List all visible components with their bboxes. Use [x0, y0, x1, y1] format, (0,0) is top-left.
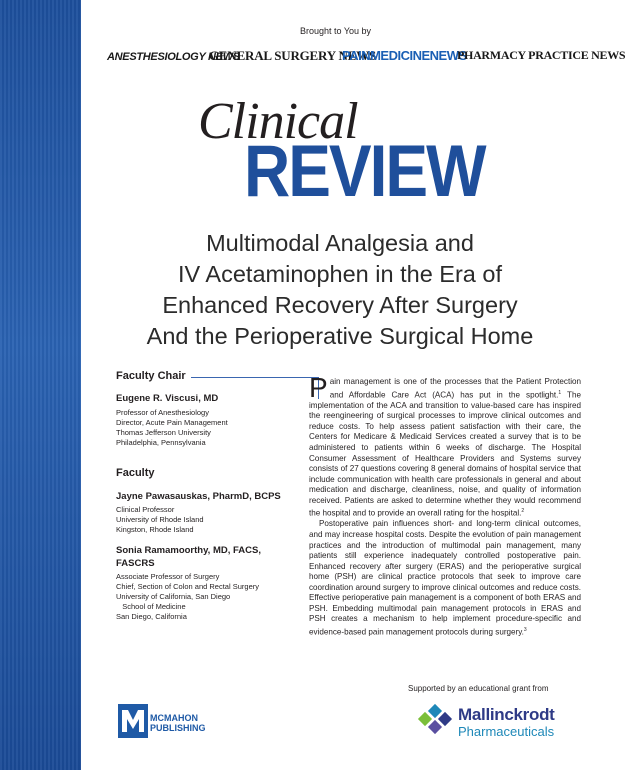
mcmahon-m-icon	[118, 704, 148, 738]
chair-affiliation-line: Philadelphia, Pennsylvania	[116, 438, 206, 447]
article-body	[309, 372, 581, 638]
faculty-affiliation-line: San Diego, California	[116, 612, 187, 621]
chair-affiliation-line: Director, Acute Pain Management	[116, 418, 228, 427]
faculty-column	[116, 370, 296, 622]
general-surgery-news-logo: GENERAL SURGERY NEWS	[209, 48, 376, 63]
sponsor-logos	[105, 48, 625, 68]
chair-name: Eugene R. Viscusi, MD	[116, 393, 219, 404]
body-text: The implementation of the ACA and transition to value-based care has inspired the reengineering of surgical processes to improve clinical outcomes and reduce costs. To help assess patient satisfaction with their care, the Centers for Medicare & Medicaid Services created a survey that is to be administered to patients within 6 weeks of discharge. The Hospital Consumer Assessment of Healthcare Providers and Systems survey consists of 27 questions covering 8 general domains of hospital service that include communication with health care professionals in general and about medication and discharge, cleanliness, noise, and quality of information received. Patients are asked to determine whether they would recommend the hospital and to provide an overall rating for the hospital.	[309, 390, 581, 518]
title-line: Enhanced Recovery After Surgery	[162, 292, 518, 318]
reference-mark: 2	[521, 508, 525, 515]
faculty-chair-heading: Faculty Chair	[116, 370, 186, 382]
chair-affiliation-line: Thomas Jefferson University	[116, 428, 211, 437]
faculty-member-name: Sonia Ramamoorthy, MD, FACS,	[116, 545, 261, 556]
faculty-heading: Faculty	[116, 467, 155, 479]
faculty-affiliation-line: Clinical Professor	[116, 505, 175, 514]
pharmacy-practice-news-logo: PHARMACY PRACTICE NEWS	[457, 48, 625, 62]
reference-mark: 1	[558, 389, 562, 396]
faculty-chair-section	[116, 370, 296, 382]
faculty-affiliation-line: Chief, Section of Colon and Rectal Surgery	[116, 582, 259, 591]
mallinckrodt-sub: Pharmaceuticals	[458, 724, 555, 739]
supported-by-label: Supported by an educational grant from	[408, 684, 549, 693]
mcmahon-publishing: PUBLISHING	[150, 723, 206, 733]
anesthesiology-news-logo: ANESTHESIOLOGY NEWS	[107, 51, 240, 63]
masthead-review: REVIEW	[244, 129, 485, 212]
masthead-clinical: Clinical	[198, 93, 358, 150]
body-paragraph	[309, 519, 581, 638]
faculty-member-name: FASCRS	[116, 558, 155, 569]
body-text: ain management is one of the processes that the Patient Protection and Affordable Care Act (ACA) has put in the spotlight.	[329, 377, 581, 400]
faculty-affiliation-line: University of Rhode Island	[116, 515, 204, 524]
title-line: Multimodal Analgesia and	[206, 230, 474, 256]
chair-affiliation-line: Professor of Anesthesiology	[116, 408, 209, 417]
faculty-affiliation-line: Kingston, Rhode Island	[116, 525, 194, 534]
pain-medicine-news-logo: PAINMEDICINENEWS	[342, 48, 467, 63]
faculty-affiliation-line: University of California, San Diego	[116, 592, 231, 601]
title-line: And the Perioperative Surgical Home	[146, 323, 534, 349]
mallinckrodt-name: Mallinckrodt	[458, 705, 555, 724]
mallinckrodt-mark-icon	[418, 704, 452, 738]
mcmahon-name: MCMAHON	[150, 713, 198, 723]
body-paragraph	[309, 372, 581, 519]
article-title	[90, 228, 590, 352]
body-text: Postoperative pain influences short- and long-term clinical outcomes, and may increase hospital costs. Despite the evolution of pain management practices and the introduction of multimodal pain management, many patients still experience inadequately controlled postoperative pain. Enhanced recovery after surgery (ERAS) and the perioperative surgical home (PSH) are clinical practice protocols that seek to improve care coordination around surgery to improve clinical outcomes and reduce costs. Effective perioperative pain management is a component of both ERAS and PSH. Embedding multimodal pain management protocols in ERAS and PSH creates a mechanism to help implement procedure-specific and evidence-based pain management protocols during surgery.	[309, 519, 581, 637]
drop-cap: P	[309, 372, 328, 403]
mallinckrodt-logo	[418, 704, 588, 740]
mcmahon-publishing-logo	[118, 704, 208, 738]
faculty-member-name: Jayne Pawasauskas, PharmD, BCPS	[116, 491, 281, 502]
title-line: IV Acetaminophen in the Era of	[178, 261, 502, 287]
brought-to-you-label: Brought to You by	[300, 26, 372, 36]
chair-divider	[191, 377, 319, 378]
cover-side-bar	[0, 0, 81, 770]
reference-mark: 3	[523, 626, 527, 633]
faculty-affiliation-line: School of Medicine	[116, 602, 186, 611]
faculty-affiliation-line: Associate Professor of Surgery	[116, 572, 220, 581]
